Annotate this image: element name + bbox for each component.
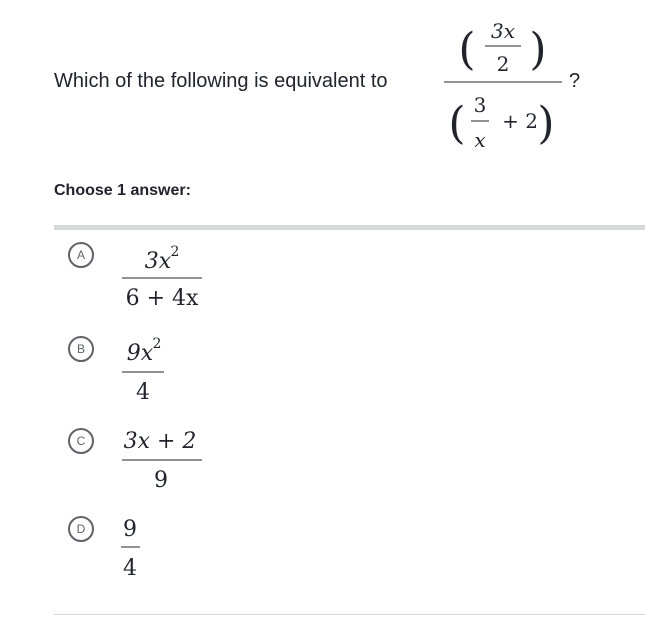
outer-num-den: 2 — [496, 52, 510, 76]
choice-c-num: 3x + 2 — [123, 429, 197, 454]
paren-right-bottom: ) — [537, 98, 555, 149]
choice-a[interactable] — [54, 238, 645, 328]
choice-b[interactable] — [54, 333, 645, 423]
choice-c-badge[interactable]: C — [68, 428, 94, 454]
outer-num-num: 3x — [490, 19, 516, 43]
choice-b-fraction — [120, 333, 190, 413]
paren-left-bottom: ( — [448, 98, 466, 149]
plus-term: + 2 — [502, 109, 538, 133]
question-mark: ? — [569, 70, 581, 92]
choice-d[interactable] — [54, 514, 645, 604]
choice-b-badge[interactable]: B — [68, 336, 94, 362]
choice-d-den: 4 — [123, 556, 137, 581]
choice-b-den: 4 — [136, 380, 150, 405]
choice-a-num: 3x — [144, 249, 172, 274]
choice-a-den: 6 + 4x — [125, 286, 199, 311]
divider-bottom — [54, 614, 645, 615]
choice-d-fraction — [120, 514, 160, 584]
choice-b-num: 9x — [126, 341, 154, 366]
choice-a-num-exp: 2 — [170, 244, 180, 260]
choice-a-badge[interactable]: A — [68, 242, 94, 268]
paren-left-top: ( — [458, 24, 476, 75]
divider-top — [54, 225, 645, 230]
choice-d-badge[interactable]: D — [68, 516, 94, 542]
choose-prompt: Choose 1 answer: — [54, 182, 191, 199]
choice-a-fraction — [120, 238, 210, 318]
choice-c-fraction — [120, 426, 210, 496]
choice-b-num-exp: 2 — [152, 336, 162, 352]
choice-c-den: 9 — [154, 468, 168, 493]
choice-d-num: 9 — [123, 517, 137, 542]
choice-c[interactable] — [54, 426, 645, 516]
question-text: Which of the following is equivalent to — [54, 70, 388, 92]
paren-right-top: ) — [529, 24, 547, 75]
inner-num: 3 — [473, 93, 487, 117]
question-expression — [440, 8, 570, 158]
inner-den: x — [474, 128, 486, 152]
